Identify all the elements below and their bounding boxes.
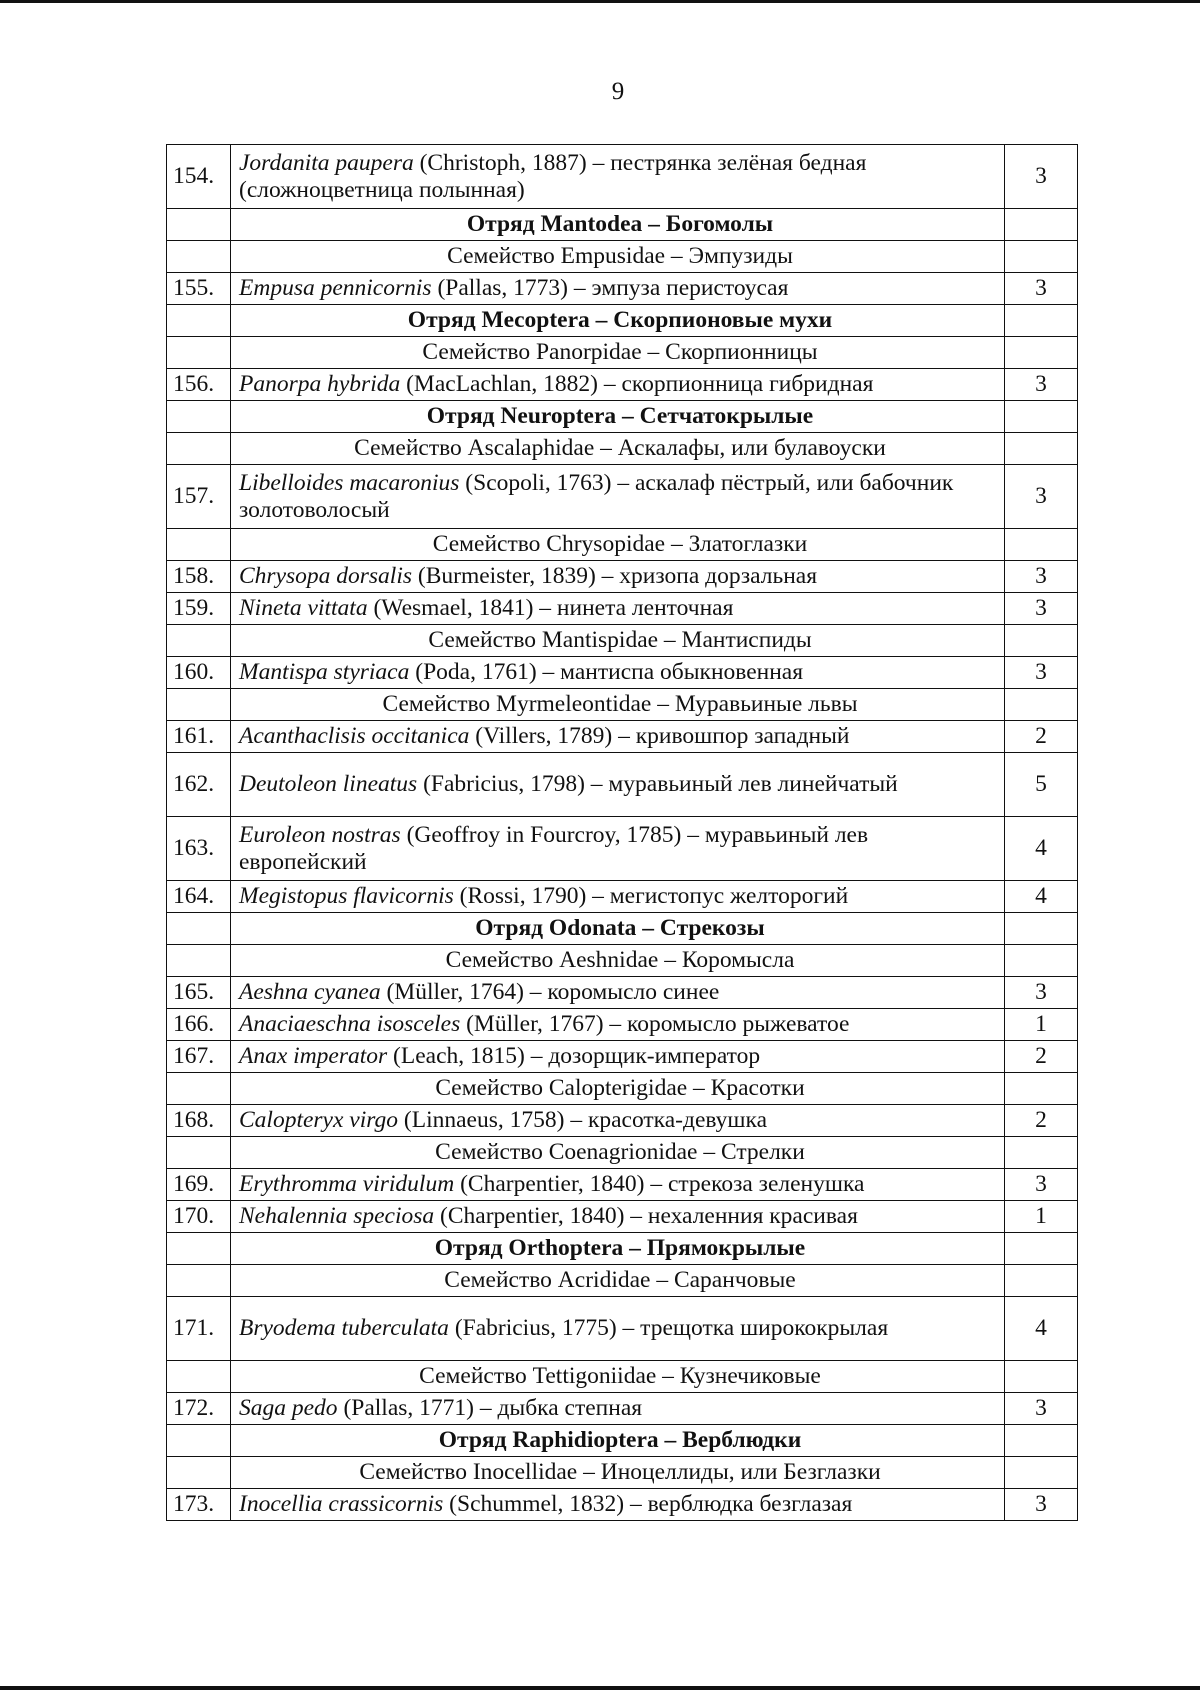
row-number: 163. [167, 817, 231, 881]
status-category [1005, 305, 1078, 337]
latin-name: Panorpa hybrida [239, 371, 401, 397]
status-category: 2 [1005, 1041, 1078, 1073]
species-row [167, 1489, 1078, 1521]
status-category: 2 [1005, 721, 1078, 753]
status-category [1005, 1361, 1078, 1393]
row-number [167, 945, 231, 977]
status-category [1005, 401, 1078, 433]
author-and-common-name: (Villers, 1789) – кривошпор западный [469, 723, 850, 749]
row-number: 166. [167, 1009, 231, 1041]
species-row [167, 817, 1078, 881]
species-description [231, 753, 1005, 817]
species-row [167, 657, 1078, 689]
row-number [167, 1137, 231, 1169]
latin-name: Erythromma viridulum [239, 1171, 455, 1197]
latin-name: Nineta vittata [239, 595, 368, 621]
author-and-common-name: (Christoph, 1887) – пестрянка зелёная бедная (сложноцветница полынная) [239, 149, 867, 203]
status-category: 1 [1005, 1201, 1078, 1233]
row-number: 172. [167, 1393, 231, 1425]
status-category [1005, 1137, 1078, 1169]
species-description [231, 817, 1005, 881]
row-number: 156. [167, 369, 231, 401]
species-description [231, 369, 1005, 401]
family-row [167, 1073, 1078, 1105]
status-category: 3 [1005, 561, 1078, 593]
author-and-common-name: (Schummel, 1832) – верблюдка безглазая [443, 1491, 853, 1517]
top-edge-rule [0, 0, 1200, 3]
status-category: 2 [1005, 1105, 1078, 1137]
species-row [167, 1393, 1078, 1425]
row-number: 159. [167, 593, 231, 625]
species-description [231, 721, 1005, 753]
latin-name: Libelloides macaronius [239, 469, 460, 496]
row-number [167, 1265, 231, 1297]
row-number: 169. [167, 1169, 231, 1201]
species-row [167, 593, 1078, 625]
status-category: 3 [1005, 1393, 1078, 1425]
latin-name: Megistopus flavicornis [239, 883, 454, 909]
author-and-common-name: (Fabricius, 1775) – трещотка ширококрылая [448, 1315, 889, 1341]
row-number: 154. [167, 145, 231, 209]
family-heading: Семейство Panorpidae – Скорпионницы [231, 337, 1005, 369]
row-number [167, 1361, 231, 1393]
author-and-common-name: (Müller, 1767) – коромысло рыжеватое [460, 1011, 850, 1037]
latin-name: Anaciaeschna isosceles [239, 1011, 461, 1037]
species-row [167, 1169, 1078, 1201]
status-category: 3 [1005, 1169, 1078, 1201]
status-category: 3 [1005, 1489, 1078, 1521]
row-number [167, 305, 231, 337]
species-description [231, 1009, 1005, 1041]
status-category: 4 [1005, 817, 1078, 881]
species-description [231, 1297, 1005, 1361]
species-description [231, 273, 1005, 305]
row-number [167, 337, 231, 369]
row-number: 170. [167, 1201, 231, 1233]
species-description [231, 1105, 1005, 1137]
species-row [167, 881, 1078, 913]
status-category [1005, 529, 1078, 561]
latin-name: Acanthaclisis occitanica [239, 723, 470, 749]
author-and-common-name: (Wesmael, 1841) – нинета ленточная [367, 595, 734, 621]
status-category [1005, 337, 1078, 369]
latin-name: Deutoleon lineatus [239, 771, 418, 797]
order-heading: Отряд Mantodea – Богомолы [231, 209, 1005, 241]
status-category: 3 [1005, 273, 1078, 305]
species-description [231, 593, 1005, 625]
row-number: 164. [167, 881, 231, 913]
author-and-common-name: (MacLachlan, 1882) – скорпионница гибридная [400, 371, 874, 397]
row-number [167, 401, 231, 433]
species-row [167, 465, 1078, 529]
row-number [167, 689, 231, 721]
family-row [167, 241, 1078, 273]
family-row [167, 625, 1078, 657]
species-description [231, 977, 1005, 1009]
row-number: 167. [167, 1041, 231, 1073]
author-and-common-name: (Rossi, 1790) – мегистопус желторогий [453, 883, 849, 909]
order-row [167, 209, 1078, 241]
family-heading: Семейство Tettigoniidae – Кузнечиковые [231, 1361, 1005, 1393]
species-description [231, 1041, 1005, 1073]
order-row [167, 1233, 1078, 1265]
bottom-edge-rule [0, 1686, 1200, 1690]
order-row [167, 305, 1078, 337]
row-number [167, 625, 231, 657]
status-category: 3 [1005, 657, 1078, 689]
latin-name: Nehalennia speciosa [239, 1203, 435, 1229]
status-category [1005, 945, 1078, 977]
species-description [231, 1169, 1005, 1201]
author-and-common-name: (Scopoli, 1763) – аскалаф пёстрый, или бабочник золотоволосый [239, 469, 954, 523]
order-heading: Отряд Neuroptera – Сетчатокрылые [231, 401, 1005, 433]
row-number: 171. [167, 1297, 231, 1361]
status-category: 4 [1005, 1297, 1078, 1361]
species-row [167, 145, 1078, 209]
family-row [167, 1457, 1078, 1489]
latin-name: Empusa pennicornis [239, 275, 432, 301]
family-heading: Семейство Acrididae – Саранчовые [231, 1265, 1005, 1297]
species-description [231, 561, 1005, 593]
author-and-common-name: (Fabricius, 1798) – муравьиный лев линейчатый [417, 771, 898, 797]
family-row [167, 689, 1078, 721]
status-category: 5 [1005, 753, 1078, 817]
latin-name: Aeshna cyanea [239, 979, 381, 1005]
row-number [167, 1233, 231, 1265]
author-and-common-name: (Charpentier, 1840) – стрекоза зеленушка [454, 1171, 865, 1197]
status-category [1005, 241, 1078, 273]
latin-name: Bryodema tuberculata [239, 1315, 449, 1341]
status-category [1005, 1073, 1078, 1105]
species-description [231, 465, 1005, 529]
family-row [167, 1137, 1078, 1169]
status-category: 3 [1005, 145, 1078, 209]
order-row [167, 401, 1078, 433]
family-row [167, 945, 1078, 977]
author-and-common-name: (Leach, 1815) – дозорщик-император [387, 1043, 761, 1069]
page-number: 9 [611, 78, 625, 105]
latin-name: Inocellia crassicornis [239, 1491, 444, 1517]
latin-name: Calopteryx virgo [239, 1107, 399, 1133]
species-row [167, 721, 1078, 753]
status-category [1005, 1425, 1078, 1457]
status-category: 3 [1005, 369, 1078, 401]
status-category [1005, 1457, 1078, 1489]
status-category [1005, 913, 1078, 945]
order-heading: Отряд Orthoptera – Прямокрылые [231, 1233, 1005, 1265]
row-number [167, 1073, 231, 1105]
row-number [167, 433, 231, 465]
species-row [167, 561, 1078, 593]
row-number [167, 1425, 231, 1457]
species-row [167, 1041, 1078, 1073]
family-heading: Семейство Inocellidae – Иноцеллиды, или Безглазки [231, 1457, 1005, 1489]
latin-name: Saga pedo [239, 1395, 338, 1421]
family-heading: Семейство Calopterigidae – Красотки [231, 1073, 1005, 1105]
latin-name: Mantispa styriaca [239, 659, 410, 685]
row-number [167, 1457, 231, 1489]
species-row [167, 753, 1078, 817]
order-row [167, 913, 1078, 945]
order-heading: Отряд Odonata – Стрекозы [231, 913, 1005, 945]
status-category: 4 [1005, 881, 1078, 913]
family-row [167, 337, 1078, 369]
species-table [166, 144, 1078, 1521]
row-number: 173. [167, 1489, 231, 1521]
species-row [167, 273, 1078, 305]
status-category: 3 [1005, 465, 1078, 529]
family-row [167, 1361, 1078, 1393]
species-row [167, 1009, 1078, 1041]
latin-name: Jordanita paupera [239, 149, 414, 176]
row-number: 158. [167, 561, 231, 593]
row-number: 157. [167, 465, 231, 529]
family-row [167, 1265, 1078, 1297]
species-row [167, 1105, 1078, 1137]
author-and-common-name: (Pallas, 1771) – дыбка степная [337, 1395, 643, 1421]
status-category: 3 [1005, 977, 1078, 1009]
species-description [231, 1201, 1005, 1233]
row-number: 161. [167, 721, 231, 753]
author-and-common-name: (Müller, 1764) – коромысло синее [380, 979, 720, 1005]
status-category: 1 [1005, 1009, 1078, 1041]
order-row [167, 1425, 1078, 1457]
family-heading: Семейство Coenagrionidae – Стрелки [231, 1137, 1005, 1169]
author-and-common-name: (Linnaeus, 1758) – красотка-девушка [398, 1107, 768, 1133]
author-and-common-name: (Charpentier, 1840) – нехаленния красивая [434, 1203, 858, 1229]
row-number: 168. [167, 1105, 231, 1137]
row-number [167, 209, 231, 241]
family-heading: Семейство Chrysopidae – Златоглазки [231, 529, 1005, 561]
row-number: 160. [167, 657, 231, 689]
latin-name: Anax imperator [239, 1043, 388, 1069]
order-heading: Отряд Raphidioptera – Верблюдки [231, 1425, 1005, 1457]
row-number [167, 529, 231, 561]
row-number: 155. [167, 273, 231, 305]
row-number [167, 913, 231, 945]
author-and-common-name: (Geoffroy in Fourcroy, 1785) – муравьиный лев европейский [239, 821, 869, 875]
status-category: 3 [1005, 593, 1078, 625]
row-number: 162. [167, 753, 231, 817]
species-row [167, 1201, 1078, 1233]
family-row [167, 433, 1078, 465]
species-description [231, 1489, 1005, 1521]
status-category [1005, 689, 1078, 721]
species-row [167, 369, 1078, 401]
species-description [231, 145, 1005, 209]
status-category [1005, 433, 1078, 465]
status-category [1005, 1265, 1078, 1297]
table-body [167, 145, 1078, 1521]
status-category [1005, 1233, 1078, 1265]
author-and-common-name: (Pallas, 1773) – эмпуза перистоусая [431, 275, 789, 301]
status-category [1005, 625, 1078, 657]
order-heading: Отряд Mecoptera – Скорпионовые мухи [231, 305, 1005, 337]
status-category [1005, 209, 1078, 241]
species-row [167, 1297, 1078, 1361]
family-heading: Семейство Ascalaphidae – Аскалафы, или булавоуски [231, 433, 1005, 465]
family-row [167, 529, 1078, 561]
author-and-common-name: (Poda, 1761) – мантиспа обыкновенная [409, 659, 804, 685]
family-heading: Семейство Mantispidae – Мантиспиды [231, 625, 1005, 657]
latin-name: Chrysopa dorsalis [239, 563, 413, 589]
species-description [231, 1393, 1005, 1425]
row-number: 165. [167, 977, 231, 1009]
species-description [231, 657, 1005, 689]
latin-name: Euroleon nostras [239, 821, 401, 848]
family-heading: Семейство Aeshnidae – Коромысла [231, 945, 1005, 977]
family-heading: Семейство Myrmeleontidae – Муравьиные львы [231, 689, 1005, 721]
species-description [231, 881, 1005, 913]
species-row [167, 977, 1078, 1009]
family-heading: Семейство Empusidae – Эмпузиды [231, 241, 1005, 273]
row-number [167, 241, 231, 273]
author-and-common-name: (Burmeister, 1839) – хризопа дорзальная [412, 563, 818, 589]
